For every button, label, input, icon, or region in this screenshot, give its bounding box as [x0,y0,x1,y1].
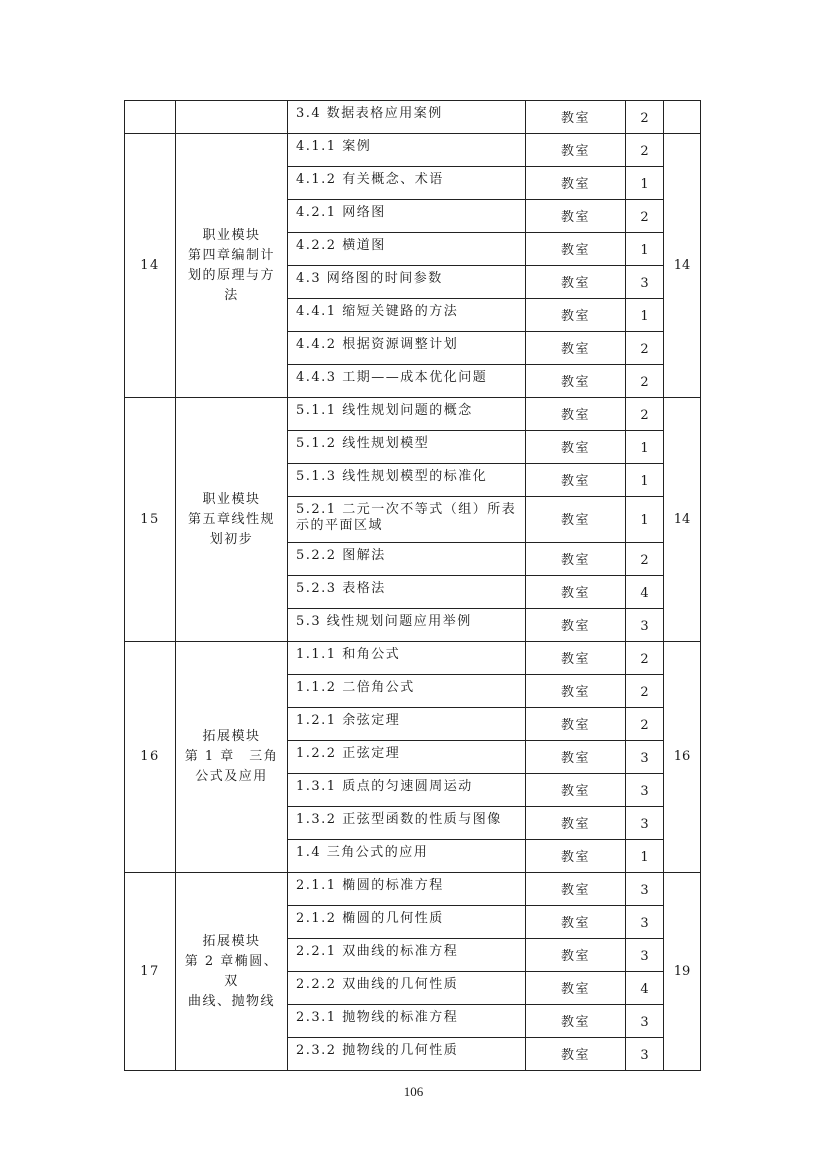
week-number-cell: 15 [125,398,176,642]
location-cell: 教室 [526,398,626,431]
topic-cell: 2.1.2 椭圆的几何性质 [288,906,526,939]
module-line: 法 [224,287,239,303]
location-cell: 教室 [526,609,626,642]
module-cell [176,134,288,398]
location-cell: 教室 [526,576,626,609]
topic-cell: 1.2.2 正弦定理 [288,741,526,774]
location-cell: 教室 [526,332,626,365]
topic-cell: 2.2.2 双曲线的几何性质 [288,972,526,1005]
hours-cell: 1 [626,497,664,543]
hours-cell: 3 [626,807,664,840]
topic-cell: 2.1.1 椭圆的标准方程 [288,873,526,906]
location-cell: 教室 [526,233,626,266]
location-cell: 教室 [526,840,626,873]
topic-cell: 4.1.2 有关概念、术语 [288,167,526,200]
topic-cell: 5.2.3 表格法 [288,576,526,609]
module-line: 职业模块 [202,227,261,243]
hours-cell: 1 [626,167,664,200]
module-line: 第四章编制计 [187,247,275,263]
location-cell: 教室 [526,431,626,464]
location-cell: 教室 [526,266,626,299]
hours-cell: 2 [626,543,664,576]
hours-cell: 3 [626,266,664,299]
location-cell: 教室 [526,497,626,543]
module-line: 划的原理与方 [187,267,275,283]
location-cell: 教室 [526,807,626,840]
table-body [125,101,701,1071]
location-cell: 教室 [526,675,626,708]
module-line: 拓展模块 [202,933,261,949]
hours-cell: 2 [626,642,664,675]
table-row [125,873,701,906]
module-line: 职业模块 [202,491,261,507]
module-line: 第 2 章椭圆、双 [184,953,279,989]
topic-cell: 5.2.1 二元一次不等式（组）所表示的平面区域 [288,497,526,543]
course-schedule-table [124,100,701,1071]
hours-cell: 1 [626,464,664,497]
module-cell [176,101,288,134]
topic-cell: 2.3.1 抛物线的标准方程 [288,1005,526,1038]
hours-cell: 3 [626,741,664,774]
week-number-cell: 17 [125,873,176,1071]
topic-cell: 5.1.3 线性规划模型的标准化 [288,464,526,497]
topic-cell: 2.3.2 抛物线的几何性质 [288,1038,526,1071]
topic-cell: 5.1.1 线性规划问题的概念 [288,398,526,431]
topic-cell: 5.2.2 图解法 [288,543,526,576]
topic-cell: 1.1.2 二倍角公式 [288,675,526,708]
topic-cell: 4.4.2 根据资源调整计划 [288,332,526,365]
page-number: 106 [403,1084,424,1099]
total-hours-cell: 19 [664,873,701,1071]
topic-cell: 4.4.3 工期——成本优化问题 [288,365,526,398]
hours-cell: 4 [626,576,664,609]
topic-cell: 4.3 网络图的时间参数 [288,266,526,299]
topic-cell: 1.3.2 正弦型函数的性质与图像 [288,807,526,840]
location-cell: 教室 [526,642,626,675]
topic-cell: 5.3 线性规划问题应用举例 [288,609,526,642]
location-cell: 教室 [526,906,626,939]
total-hours-cell [664,101,701,134]
hours-cell: 4 [626,972,664,1005]
location-cell: 教室 [526,299,626,332]
week-number-cell: 16 [125,642,176,873]
hours-cell: 3 [626,906,664,939]
location-cell: 教室 [526,101,626,134]
location-cell: 教室 [526,1005,626,1038]
hours-cell: 1 [626,299,664,332]
table-row [125,398,701,431]
location-cell: 教室 [526,134,626,167]
location-cell: 教室 [526,741,626,774]
total-hours-cell: 14 [664,398,701,642]
hours-cell: 3 [626,873,664,906]
hours-cell: 2 [626,200,664,233]
location-cell: 教室 [526,873,626,906]
topic-cell: 4.1.1 案例 [288,134,526,167]
topic-cell: 3.4 数据表格应用案例 [288,101,526,134]
location-cell: 教室 [526,774,626,807]
module-cell [176,642,288,873]
topic-cell: 1.3.1 质点的匀速圆周运动 [288,774,526,807]
topic-cell: 4.2.1 网络图 [288,200,526,233]
location-cell: 教室 [526,939,626,972]
hours-cell: 1 [626,233,664,266]
total-hours-cell: 14 [664,134,701,398]
module-line: 曲线、抛物线 [187,993,275,1009]
location-cell: 教室 [526,200,626,233]
hours-cell: 2 [626,708,664,741]
module-line: 拓展模块 [202,729,261,744]
module-line: 划初步 [209,531,254,547]
table-row [125,101,701,134]
location-cell: 教室 [526,543,626,576]
table-row [125,642,701,675]
location-cell: 教室 [526,972,626,1005]
module-line: 公式及应用 [195,769,268,784]
location-cell: 教室 [526,464,626,497]
topic-cell: 2.2.1 双曲线的标准方程 [288,939,526,972]
hours-cell: 3 [626,774,664,807]
hours-cell: 2 [626,398,664,431]
topic-cell: 4.4.1 缩短关键路的方法 [288,299,526,332]
hours-cell: 1 [626,840,664,873]
module-cell [176,398,288,642]
location-cell: 教室 [526,167,626,200]
hours-cell: 2 [626,675,664,708]
topic-cell: 4.2.2 横道图 [288,233,526,266]
total-hours-cell: 16 [664,642,701,873]
location-cell: 教室 [526,708,626,741]
hours-cell: 2 [626,332,664,365]
topic-cell: 1.1.1 和角公式 [288,642,526,675]
topic-cell: 1.4 三角公式的应用 [288,840,526,873]
module-line: 第 1 章 三角 [184,749,279,764]
module-cell [176,873,288,1071]
location-cell: 教室 [526,365,626,398]
hours-cell: 3 [626,939,664,972]
topic-cell: 5.1.2 线性规划模型 [288,431,526,464]
hours-cell: 2 [626,365,664,398]
week-number-cell [125,101,176,134]
topic-cell: 1.2.1 余弦定理 [288,708,526,741]
week-number-cell: 14 [125,134,176,398]
location-cell: 教室 [526,1038,626,1071]
hours-cell: 3 [626,609,664,642]
hours-cell: 3 [626,1005,664,1038]
hours-cell: 3 [626,1038,664,1071]
table-row [125,134,701,167]
hours-cell: 2 [626,134,664,167]
hours-cell: 1 [626,431,664,464]
module-line: 第五章线性规 [187,511,275,527]
hours-cell: 2 [626,101,664,134]
